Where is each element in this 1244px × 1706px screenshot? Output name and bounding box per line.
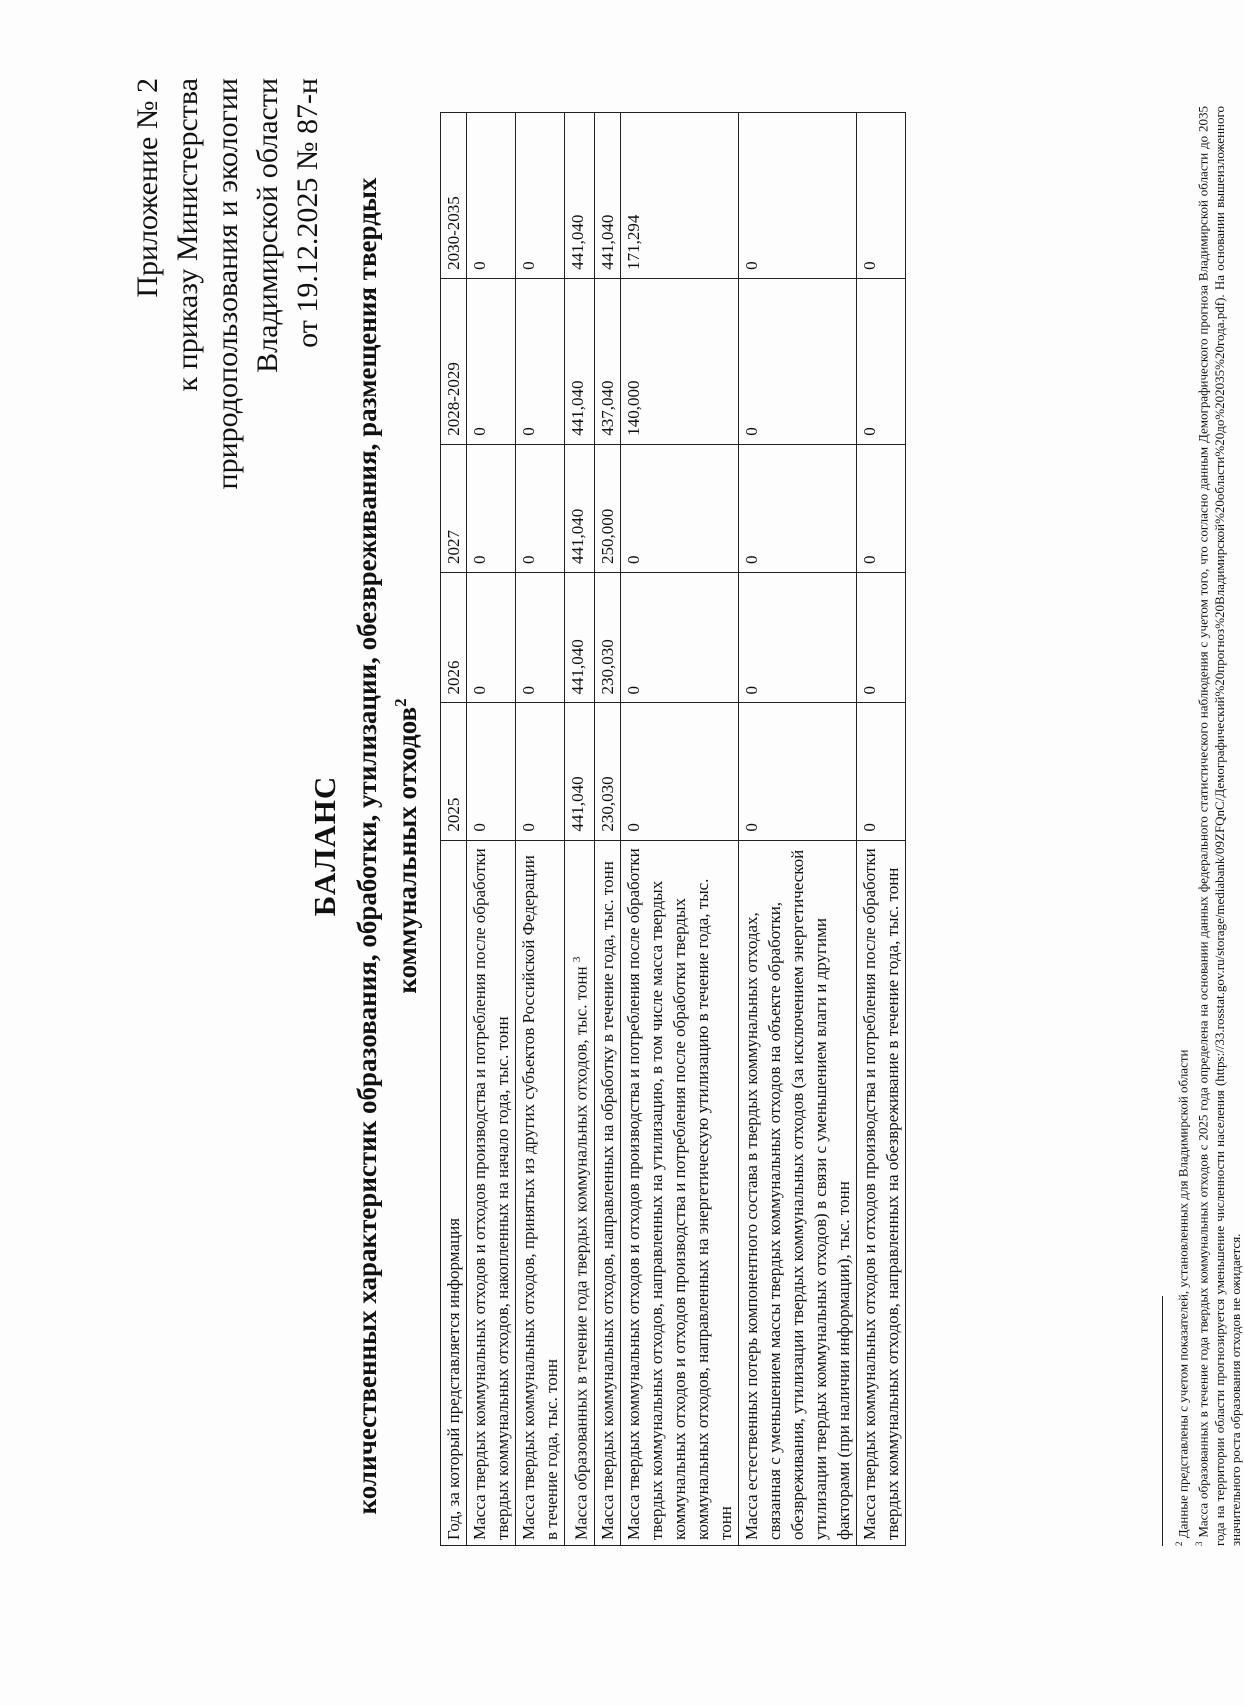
- value-cell: 0: [467, 444, 516, 572]
- row-label-cell: Масса твердых коммунальных отходов и отходов производства и потребления после обработки твердых коммунальных отходов, направленных на обезвреживание в течение года, тыс. тонн: [856, 840, 905, 1545]
- title-main: БАЛАНС: [307, 775, 342, 917]
- value-cell: 0: [620, 573, 738, 703]
- value-cell: 0: [516, 703, 565, 840]
- header-year-cell: 2028-2029: [441, 278, 467, 444]
- appendix-line: от 19.12.2025 № 87-н: [291, 78, 324, 348]
- appendix-line: к приказу Министерства: [171, 78, 204, 392]
- row-label-cell: [565, 840, 595, 1545]
- value-cell: 230,030: [594, 573, 620, 703]
- footnotes: [1162, 106, 1244, 1546]
- value-cell: 441,040: [565, 703, 595, 840]
- value-cell: 0: [856, 113, 905, 279]
- value-cell: 250,000: [594, 444, 620, 572]
- footnote: [1191, 106, 1243, 1546]
- footnote: [1171, 106, 1191, 1546]
- row-label-text: Масса образованных в течение года твердых коммунальных отходов, тыс. тонн: [571, 966, 591, 1540]
- title-subtitle: [351, 136, 424, 1556]
- value-cell: 0: [516, 278, 565, 444]
- value-cell: 0: [620, 444, 738, 572]
- appendix-line: природопользования и экологии: [211, 78, 244, 490]
- value-cell: 0: [620, 703, 738, 840]
- value-cell: 441,040: [565, 278, 595, 444]
- header-label-cell: Год, за который представляется информация: [441, 840, 467, 1545]
- value-cell: 0: [467, 703, 516, 840]
- value-cell: 0: [738, 703, 856, 840]
- value-cell: 0: [856, 444, 905, 572]
- balance-table: [440, 112, 906, 1546]
- header-year-cell: 2030-2035: [441, 113, 467, 279]
- value-cell: 0: [467, 573, 516, 703]
- value-cell: 441,040: [565, 573, 595, 703]
- document-title: [305, 136, 424, 1556]
- row-label-cell: Масса естественных потерь компонентного состава в твердых коммунальных отходах, связанная с уменьшением массы твердых коммунальных отходов на объекте обработки, обезвреживания, утилизации твердых коммунальных отходов (за исключением энергетической утилизации твердых коммунальных отходов) в связи с уменьшением влаги и другими факторами (при наличии информации), тыс. тонн: [738, 840, 856, 1545]
- row-label-cell: Масса твердых коммунальных отходов, направленных на обработку в течение года, тыс. тонн: [594, 840, 620, 1545]
- value-cell: 230,030: [594, 703, 620, 840]
- table-row: [594, 113, 620, 1546]
- value-cell: 0: [738, 113, 856, 279]
- value-cell: 140,000: [620, 278, 738, 444]
- value-cell: 441,040: [565, 113, 595, 279]
- table-header-row: [441, 113, 467, 1546]
- header-year-cell: 2025: [441, 703, 467, 840]
- table-row: [516, 113, 565, 1546]
- header-year-cell: 2026: [441, 573, 467, 703]
- footnote-text: Масса образованных в течение года твердых коммунальных отходов с 2025 года определена на основании данных федерального статистического наблюдения с учетом того, что согласно данным Демографического прогноза Владимирской области до 2035 года на территории области прогнозируется уменьшение численности населения (https://33.rosstat.gov.ru/storage/mediabank/09ZFQnC/Демографический%20прогноз%20Владимирской%20области%20до%202035%20года.pdf). На основании вышеизложенного значительного роста образования отходов не ожидается.: [1195, 105, 1243, 1546]
- value-cell: 0: [738, 278, 856, 444]
- value-cell: 441,040: [594, 113, 620, 279]
- row-label-cell: Масса твердых коммунальных отходов, принятых из других субъектов Российской Федерации в течение года, тыс. тонн: [516, 840, 565, 1545]
- header-year-cell: 2027: [441, 444, 467, 572]
- footnote-mark: 2: [1174, 1541, 1184, 1546]
- title-footnote-mark: 2: [391, 698, 410, 707]
- value-cell: 0: [516, 444, 565, 572]
- value-cell: 0: [856, 703, 905, 840]
- value-cell: 0: [467, 278, 516, 444]
- footnote-mark: 3: [571, 956, 583, 963]
- title-subtitle-line1: количественных характеристик образования, обработки, утилизации, обезвреживания, размещения твердых: [352, 177, 382, 1515]
- value-cell: 0: [856, 573, 905, 703]
- table-row: [738, 113, 856, 1546]
- value-cell: 171,294: [620, 113, 738, 279]
- row-label-cell: Масса твердых коммунальных отходов и отходов производства и потребления после обработки твердых коммунальных отходов, накопленных на начало года, тыс. тонн: [467, 840, 516, 1545]
- footnote-text: Данные представлены с учетом показателей, установленных для Владимирской области: [1175, 1049, 1191, 1539]
- value-cell: 437,040: [594, 278, 620, 444]
- value-cell: 441,040: [565, 444, 595, 572]
- footnote-mark: 3: [1194, 1541, 1205, 1546]
- table-row: [856, 113, 905, 1546]
- value-cell: 0: [516, 113, 565, 279]
- value-cell: 0: [856, 278, 905, 444]
- footnote-divider: [1162, 1296, 1163, 1546]
- value-cell: 0: [738, 573, 856, 703]
- table-row: [620, 113, 738, 1546]
- row-label-cell: Масса твердых коммунальных отходов и отходов производства и потребления после обработки твердых коммунальных отходов, направленных на утилизацию, в том числе масса твердых коммунальных отходов и отходов производства и потребления после обработки твердых коммунальных отходов, направленных на энергетическую утилизацию в течение года, тыс. тонн: [620, 840, 738, 1545]
- table-row: [565, 113, 595, 1546]
- appendix-line: Владимирской области: [251, 78, 284, 373]
- value-cell: 0: [516, 573, 565, 703]
- table-row: [467, 113, 516, 1546]
- title-subtitle-line2: коммунальных отходов: [392, 706, 422, 994]
- value-cell: 0: [467, 113, 516, 279]
- appendix-line: Приложение № 2: [131, 78, 164, 298]
- value-cell: 0: [738, 444, 856, 572]
- appendix-block: [128, 78, 328, 489]
